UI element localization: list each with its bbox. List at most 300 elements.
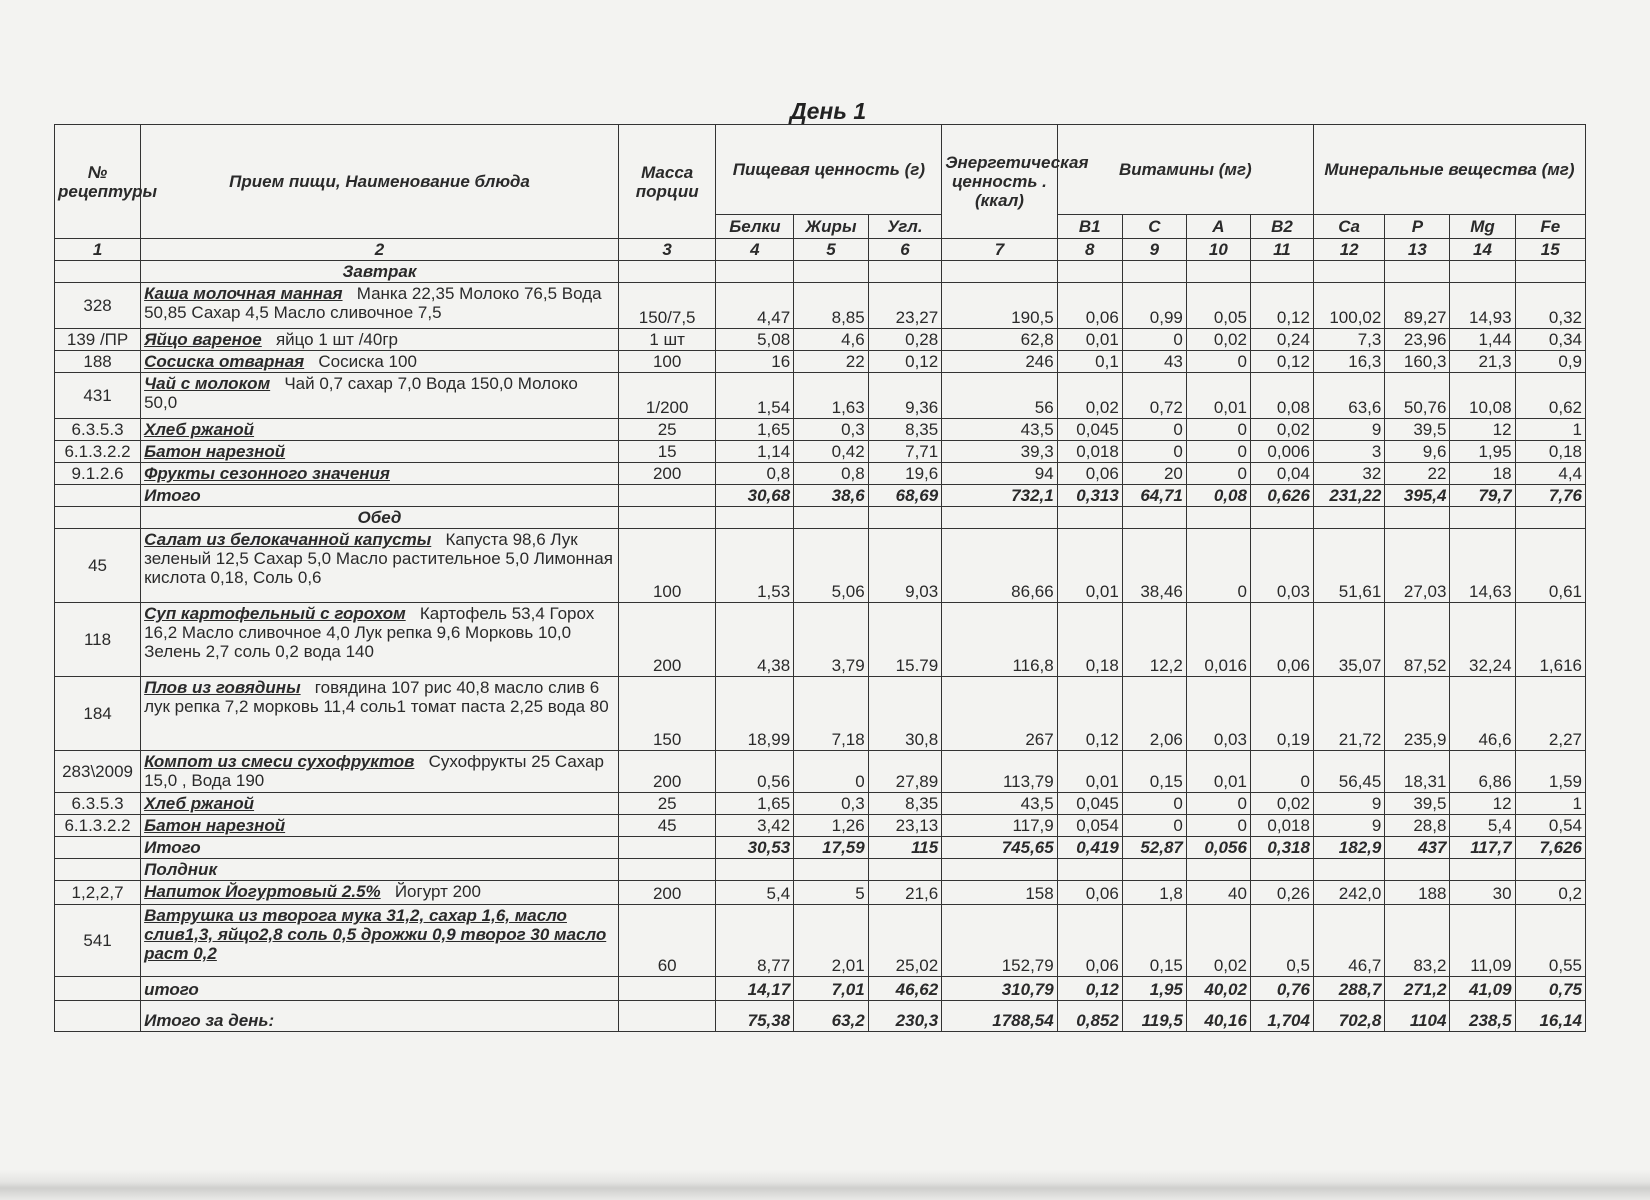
nutrient-value: 63,6 (1313, 373, 1384, 419)
recipe-code: 283\2009 (55, 751, 141, 793)
nutrient-value: 27,89 (868, 751, 942, 793)
dish-ingredients: Капуста 98,6 Лук зеленый 12,5 Сахар 5,0 Масло растительное 5,0 Лимонная кислота 0,18, Соль 0,6 (144, 530, 613, 587)
nutrient-value: 6,86 (1450, 751, 1515, 793)
dish-name: Батон нарезной (144, 442, 286, 461)
column-number: 4 (716, 239, 794, 261)
nutrient-value: 0 (1186, 463, 1250, 485)
nutrient-value: 0,06 (1250, 603, 1313, 677)
nutrient-value: 18,31 (1385, 751, 1450, 793)
nutrient-value: 0 (1122, 419, 1186, 441)
nutrient-value: 1,63 (794, 373, 869, 419)
nutrient-value: 35,07 (1313, 603, 1384, 677)
nutrient-value: 0,03 (1186, 677, 1250, 751)
nutrient-value: 0,02 (1057, 373, 1122, 419)
nutrient-value: 0 (1122, 815, 1186, 837)
nutrient-value: 9,36 (868, 373, 942, 419)
nutrient-value: 0,2 (1515, 881, 1585, 905)
column-number: 14 (1450, 239, 1515, 261)
nutrient-value: 0,99 (1122, 283, 1186, 329)
total-value: 1,704 (1250, 1001, 1313, 1032)
nutrient-value: 86,66 (942, 529, 1058, 603)
total-value: 0,056 (1186, 837, 1250, 859)
total-value: 17,59 (794, 837, 869, 859)
nutrient-value: 18 (1450, 463, 1515, 485)
total-value: 46,62 (868, 977, 942, 1001)
nutrient-value: 2,27 (1515, 677, 1585, 751)
nutrient-value: 30,8 (868, 677, 942, 751)
header-recipe-no: № рецептуры (55, 125, 141, 239)
nutrient-value: 0,045 (1057, 419, 1122, 441)
nutrient-value: 0,02 (1186, 329, 1250, 351)
nutrient-value: 5,08 (716, 329, 794, 351)
nutrient-value: 113,79 (942, 751, 1058, 793)
total-value: 30,53 (716, 837, 794, 859)
total-value: 40,16 (1186, 1001, 1250, 1032)
nutrient-value: 1,95 (1450, 441, 1515, 463)
section-row (55, 261, 1586, 283)
recipe-code: 328 (55, 283, 141, 329)
total-value: 0,852 (1057, 1001, 1122, 1032)
nutrient-value: 94 (942, 463, 1058, 485)
nutrient-value: 0,5 (1250, 905, 1313, 977)
dish-row (55, 905, 1586, 977)
nutrient-value: 8,35 (868, 419, 942, 441)
nutrient-value: 4,38 (716, 603, 794, 677)
nutrient-value: 0,9 (1515, 351, 1585, 373)
nutrient-value: 1,53 (716, 529, 794, 603)
dish-row (55, 373, 1586, 419)
dish-cell (141, 373, 619, 419)
nutrient-value: 0 (1186, 351, 1250, 373)
header-carbs: Угл. (868, 215, 942, 239)
nutrient-value: 22 (1385, 463, 1450, 485)
total-value: 117,7 (1450, 837, 1515, 859)
total-label: Итого за день: (141, 1001, 619, 1032)
dish-cell (141, 751, 619, 793)
portion-mass: 200 (618, 603, 716, 677)
nutrient-value: 23,27 (868, 283, 942, 329)
nutrient-value: 9 (1313, 815, 1384, 837)
header-protein: Белки (716, 215, 794, 239)
nutrient-value: 22 (794, 351, 869, 373)
total-value: 271,2 (1385, 977, 1450, 1001)
total-row (55, 837, 1586, 859)
total-value: 702,8 (1313, 1001, 1384, 1032)
nutrient-value: 0,016 (1186, 603, 1250, 677)
nutrient-value: 1,65 (716, 419, 794, 441)
dish-row (55, 603, 1586, 677)
total-value: 1788,54 (942, 1001, 1058, 1032)
total-row (55, 485, 1586, 507)
section-title: Завтрак (141, 261, 619, 283)
nutrient-value: 117,9 (942, 815, 1058, 837)
dish-cell (141, 677, 619, 751)
dish-name: Батон нарезной (144, 816, 286, 835)
nutrient-value: 4,6 (794, 329, 869, 351)
recipe-code: 6.3.5.3 (55, 419, 141, 441)
nutrient-value: 158 (942, 881, 1058, 905)
total-value: 40,02 (1186, 977, 1250, 1001)
nutrient-value: 267 (942, 677, 1058, 751)
total-value: 182,9 (1313, 837, 1384, 859)
nutrient-value: 0,03 (1250, 529, 1313, 603)
portion-mass: 100 (618, 351, 716, 373)
column-number: 13 (1385, 239, 1450, 261)
recipe-code: 6.1.3.2.2 (55, 815, 141, 837)
nutrient-value: 0,24 (1250, 329, 1313, 351)
nutrient-value: 0,3 (794, 793, 869, 815)
header-c: C (1122, 215, 1186, 239)
dish-row (55, 463, 1586, 485)
nutrient-value: 0,02 (1250, 419, 1313, 441)
nutrient-value: 8,85 (794, 283, 869, 329)
nutrient-value: 25,02 (868, 905, 942, 977)
dish-name: Салат из белокачанной капусты (144, 530, 432, 549)
dish-cell (141, 441, 619, 463)
header-vitamins: Витамины (мг) (1057, 125, 1313, 215)
recipe-code: 431 (55, 373, 141, 419)
nutrient-value: 1,14 (716, 441, 794, 463)
recipe-code: 6.3.5.3 (55, 793, 141, 815)
nutrient-value: 62,8 (942, 329, 1058, 351)
recipe-code: 188 (55, 351, 141, 373)
nutrient-value: 0 (1186, 815, 1250, 837)
nutrient-value: 32 (1313, 463, 1384, 485)
recipe-code: 139 /ПР (55, 329, 141, 351)
nutrient-value: 1,44 (1450, 329, 1515, 351)
total-value: 732,1 (942, 485, 1058, 507)
nutrient-value: 246 (942, 351, 1058, 373)
section-row (55, 507, 1586, 529)
nutrient-value: 28,8 (1385, 815, 1450, 837)
dish-row (55, 529, 1586, 603)
section-row (55, 859, 1586, 881)
nutrient-value: 0,42 (794, 441, 869, 463)
nutrient-value: 0,06 (1057, 881, 1122, 905)
nutrient-value: 1,65 (716, 793, 794, 815)
header-b2: B2 (1250, 215, 1313, 239)
recipe-code: 6.1.3.2.2 (55, 441, 141, 463)
nutrient-value: 152,79 (942, 905, 1058, 977)
total-value: 75,38 (716, 1001, 794, 1032)
nutrient-value: 14,93 (1450, 283, 1515, 329)
total-value: 231,22 (1313, 485, 1384, 507)
nutrient-value: 2,01 (794, 905, 869, 977)
nutrient-value: 27,03 (1385, 529, 1450, 603)
nutrient-value: 15.79 (868, 603, 942, 677)
portion-mass: 200 (618, 463, 716, 485)
dish-cell (141, 283, 619, 329)
portion-mass: 150 (618, 677, 716, 751)
column-number: 5 (794, 239, 869, 261)
dish-cell (141, 815, 619, 837)
nutrient-value: 242,0 (1313, 881, 1384, 905)
total-row (55, 1001, 1586, 1032)
nutrient-value: 9 (1313, 419, 1384, 441)
total-value: 0,626 (1250, 485, 1313, 507)
nutrient-value: 51,61 (1313, 529, 1384, 603)
nutrient-value: 39,5 (1385, 793, 1450, 815)
dish-cell (141, 329, 619, 351)
nutrient-value: 116,8 (942, 603, 1058, 677)
nutrient-value: 40 (1186, 881, 1250, 905)
nutrient-value: 9,6 (1385, 441, 1450, 463)
nutrient-value: 16 (716, 351, 794, 373)
nutrient-value: 46,6 (1450, 677, 1515, 751)
nutrient-value: 43 (1122, 351, 1186, 373)
nutrient-value: 0 (1186, 529, 1250, 603)
dish-cell (141, 419, 619, 441)
nutrient-value: 0,12 (868, 351, 942, 373)
dish-row (55, 419, 1586, 441)
nutrient-value: 8,35 (868, 793, 942, 815)
header-mg: Mg (1450, 215, 1515, 239)
header-energy: Энергетическая ценность . (ккал) (942, 125, 1058, 239)
nutrient-value: 0,8 (794, 463, 869, 485)
header-p: P (1385, 215, 1450, 239)
nutrient-value: 0,02 (1250, 793, 1313, 815)
nutrient-value: 39,3 (942, 441, 1058, 463)
nutrient-value: 0,19 (1250, 677, 1313, 751)
header-fat: Жиры (794, 215, 869, 239)
nutrient-value: 46,7 (1313, 905, 1384, 977)
nutrient-value: 0,28 (868, 329, 942, 351)
nutrient-value: 9 (1313, 793, 1384, 815)
header-meal-name: Прием пищи, Наименование блюда (141, 125, 619, 239)
total-value: 7,01 (794, 977, 869, 1001)
header-nutrition: Пищевая ценность (г) (716, 125, 942, 215)
header-minerals: Минеральные вещества (мг) (1313, 125, 1585, 215)
dish-cell (141, 351, 619, 373)
total-value: 745,65 (942, 837, 1058, 859)
nutrient-value: 21,3 (1450, 351, 1515, 373)
nutrient-value: 0,55 (1515, 905, 1585, 977)
column-number: 15 (1515, 239, 1585, 261)
dish-row (55, 751, 1586, 793)
nutrient-value: 0 (794, 751, 869, 793)
dish-ingredients: Картофель 53,4 Горох 16,2 Масло сливочное 4,0 Лук репка 9,6 Морковь 10,0 Зелень 2,7 соль 0,2 вода 140 (144, 604, 595, 661)
total-value: 14,17 (716, 977, 794, 1001)
total-value: 0,419 (1057, 837, 1122, 859)
nutrient-value: 3,42 (716, 815, 794, 837)
nutrient-value: 0 (1122, 441, 1186, 463)
nutrient-value: 0,06 (1057, 463, 1122, 485)
nutrient-value: 0,61 (1515, 529, 1585, 603)
total-value: 7,76 (1515, 485, 1585, 507)
nutrient-value: 0,12 (1250, 351, 1313, 373)
nutrient-value: 21,6 (868, 881, 942, 905)
column-number: 9 (1122, 239, 1186, 261)
dish-row (55, 441, 1586, 463)
nutrient-value: 0,06 (1057, 905, 1122, 977)
nutrient-value: 11,09 (1450, 905, 1515, 977)
dish-name: Яйцо вареное (144, 330, 262, 349)
nutrient-value: 3 (1313, 441, 1384, 463)
nutrient-value: 43,5 (942, 793, 1058, 815)
portion-mass: 100 (618, 529, 716, 603)
dish-row (55, 677, 1586, 751)
total-value: 395,4 (1385, 485, 1450, 507)
header-ca: Ca (1313, 215, 1384, 239)
header-b1: B1 (1057, 215, 1122, 239)
nutrient-value: 21,72 (1313, 677, 1384, 751)
total-value: 79,7 (1450, 485, 1515, 507)
column-number: 11 (1250, 239, 1313, 261)
section-title: Полдник (141, 859, 619, 881)
nutrient-value: 0,15 (1122, 905, 1186, 977)
nutrient-value: 100,02 (1313, 283, 1384, 329)
column-number: 10 (1186, 239, 1250, 261)
nutrient-value: 0,34 (1515, 329, 1585, 351)
header-portion: Масса порции (618, 125, 716, 239)
dish-name: Фрукты сезонного значения (144, 464, 390, 483)
nutrient-value: 0 (1122, 793, 1186, 815)
nutrient-value: 0 (1186, 793, 1250, 815)
nutrient-value: 7,71 (868, 441, 942, 463)
nutrient-value: 0,06 (1057, 283, 1122, 329)
nutrient-value: 10,08 (1450, 373, 1515, 419)
nutrient-value: 56,45 (1313, 751, 1384, 793)
nutrient-value: 0,01 (1057, 529, 1122, 603)
column-number: 12 (1313, 239, 1384, 261)
total-value: 30,68 (716, 485, 794, 507)
nutrient-value: 0,01 (1186, 751, 1250, 793)
nutrient-value: 188 (1385, 881, 1450, 905)
nutrient-value: 14,63 (1450, 529, 1515, 603)
column-number: 6 (868, 239, 942, 261)
nutrient-value: 83,2 (1385, 905, 1450, 977)
nutrient-value: 1,59 (1515, 751, 1585, 793)
dish-name: Чай с молоком (144, 374, 271, 393)
total-value: 68,69 (868, 485, 942, 507)
dish-cell (141, 529, 619, 603)
nutrient-value: 0,05 (1186, 283, 1250, 329)
nutrient-value: 23,96 (1385, 329, 1450, 351)
dish-row (55, 815, 1586, 837)
nutrient-value: 0,01 (1057, 329, 1122, 351)
nutrient-value: 8,77 (716, 905, 794, 977)
dish-name: Хлеб ржаной (144, 420, 255, 439)
portion-mass: 1/200 (618, 373, 716, 419)
nutrient-value: 4,4 (1515, 463, 1585, 485)
nutrient-value: 0,18 (1057, 603, 1122, 677)
dish-name: Компот из смеси сухофруктов (144, 752, 415, 771)
nutrient-value: 4,47 (716, 283, 794, 329)
dish-ingredients: яйцо 1 шт /40гр (275, 330, 398, 349)
nutrient-value: 5,4 (716, 881, 794, 905)
nutrient-value: 0,02 (1186, 905, 1250, 977)
nutrient-value: 0,018 (1057, 441, 1122, 463)
dish-row (55, 329, 1586, 351)
nutrient-value: 0,01 (1186, 373, 1250, 419)
total-value: 1104 (1385, 1001, 1450, 1032)
nutrient-value: 32,24 (1450, 603, 1515, 677)
table-body (55, 261, 1586, 1032)
recipe-code: 541 (55, 905, 141, 977)
nutrient-value: 7,18 (794, 677, 869, 751)
total-value: 52,87 (1122, 837, 1186, 859)
column-number: 2 (141, 239, 619, 261)
nutrient-value: 0,08 (1250, 373, 1313, 419)
nutrient-value: 160,3 (1385, 351, 1450, 373)
nutrient-value: 12 (1450, 419, 1515, 441)
dish-name: Сосиска отварная (144, 352, 305, 371)
nutrient-value: 12,2 (1122, 603, 1186, 677)
column-number: 7 (942, 239, 1058, 261)
nutrient-value: 235,9 (1385, 677, 1450, 751)
total-value: 119,5 (1122, 1001, 1186, 1032)
total-value: 0,76 (1250, 977, 1313, 1001)
total-row (55, 977, 1586, 1001)
scan-edge (0, 1170, 1650, 1200)
total-label: итого (141, 977, 619, 1001)
dish-row (55, 351, 1586, 373)
portion-mass: 200 (618, 751, 716, 793)
total-value: 437 (1385, 837, 1450, 859)
nutrient-value: 56 (942, 373, 1058, 419)
nutrient-value: 87,52 (1385, 603, 1450, 677)
nutrient-value: 1 (1515, 419, 1585, 441)
nutrient-value: 0,56 (716, 751, 794, 793)
nutrient-value: 0 (1250, 751, 1313, 793)
nutrient-value: 0,054 (1057, 815, 1122, 837)
nutrient-value: 1,54 (716, 373, 794, 419)
nutrient-value: 0,54 (1515, 815, 1585, 837)
total-value: 310,79 (942, 977, 1058, 1001)
total-value: 0,08 (1186, 485, 1250, 507)
nutrient-value: 3,79 (794, 603, 869, 677)
portion-mass: 25 (618, 419, 716, 441)
total-label: Итого (141, 837, 619, 859)
recipe-code: 184 (55, 677, 141, 751)
nutrient-value: 43,5 (942, 419, 1058, 441)
nutrient-value: 30 (1450, 881, 1515, 905)
dish-cell (141, 463, 619, 485)
total-value: 1,95 (1122, 977, 1186, 1001)
dish-name: Ватрушка из творога мука 31,2, сахар 1,6, масло слив1,3, яйцо2,8 соль 0,5 дрожжи 0,9 творог 30 масло раст 0,2 (144, 906, 607, 963)
portion-mass: 45 (618, 815, 716, 837)
dish-ingredients: Чай 0,7 сахар 7,0 Вода 150,0 Молоко 50,0 (144, 374, 578, 412)
dish-cell (141, 905, 619, 977)
nutrient-value: 190,5 (942, 283, 1058, 329)
column-number: 3 (618, 239, 716, 261)
dish-cell (141, 881, 619, 905)
nutrient-value: 0,006 (1250, 441, 1313, 463)
total-value: 0,313 (1057, 485, 1122, 507)
nutrient-value: 0,15 (1122, 751, 1186, 793)
total-label: Итого (141, 485, 619, 507)
section-title: Обед (141, 507, 619, 529)
total-value: 288,7 (1313, 977, 1384, 1001)
nutrient-value: 0,01 (1057, 751, 1122, 793)
nutrient-value: 5,4 (1450, 815, 1515, 837)
nutrient-value: 7,3 (1313, 329, 1384, 351)
column-number: 8 (1057, 239, 1122, 261)
dish-row (55, 793, 1586, 815)
nutrient-value: 0,32 (1515, 283, 1585, 329)
total-value: 0,12 (1057, 977, 1122, 1001)
nutrient-value: 0,12 (1057, 677, 1122, 751)
nutrient-value: 1,616 (1515, 603, 1585, 677)
portion-mass: 150/7,5 (618, 283, 716, 329)
column-number-row (55, 239, 1586, 261)
nutrient-value: 0,3 (794, 419, 869, 441)
total-value: 115 (868, 837, 942, 859)
nutrient-value: 19,6 (868, 463, 942, 485)
portion-mass: 25 (618, 793, 716, 815)
total-value: 41,09 (1450, 977, 1515, 1001)
nutrient-value: 2,06 (1122, 677, 1186, 751)
